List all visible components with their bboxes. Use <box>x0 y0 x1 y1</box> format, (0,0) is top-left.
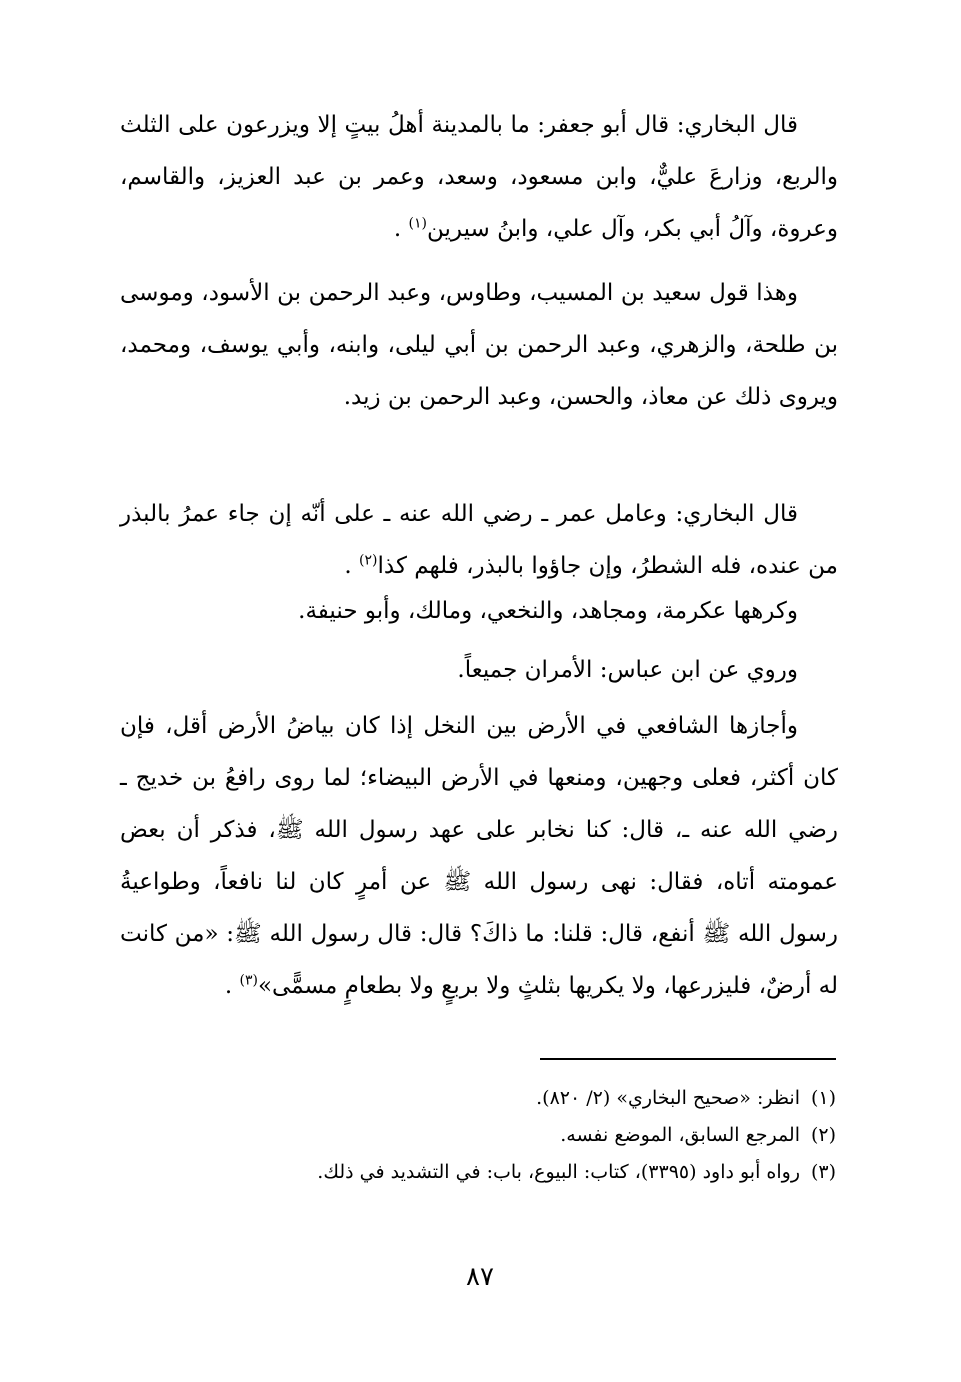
paragraph-end: . <box>393 216 402 242</box>
paragraph-text: وكرهها عكرمة، ومجاهد، والنخعي، ومالك، وأبو حنيفة. <box>298 598 798 624</box>
footnote-ref-2[interactable]: (٢) <box>359 552 378 569</box>
paragraph-end: . <box>344 553 352 579</box>
paragraph-end: . <box>224 973 233 999</box>
footnote-ref-1[interactable]: (١) <box>408 215 427 232</box>
footnote-ref-3[interactable]: (٣) <box>239 972 258 989</box>
footnote-number: (٣) <box>810 1161 836 1183</box>
footnote-divider <box>540 1058 836 1060</box>
footnote-item <box>150 1154 836 1191</box>
paragraph-1 <box>120 99 838 255</box>
paragraph-4 <box>120 585 838 637</box>
paragraph-text: وأجازها الشافعي في الأرض بين النخل إذا كان بياضُ الأرض أقل، فإن كان أكثر، فعلى وجهين، ومنعها في الأرض البيضاء؛ لما روى رافعُ بن خديج ـ رضي الله عنه ـ، قال: كنا نخابر على عهد رسول الله ﷺ، فذكر أن بعض عمومته أتاه، فقال: نهى رسول الله ﷺ عن أمرٍ كان لنا نافعاً، وطواعيةُ رسول الله ﷺ أنفع، قال: قلنا: ما ذاكَ؟ قال: قال رسول الله ﷺ: «من كانت له أرضٌ، فليزرعها، ولا يكريها بثلثٍ ولا بربعٍ ولا بطعامٍ مسمًّى» <box>120 713 838 999</box>
footnote-number: (١) <box>810 1087 836 1109</box>
paragraph-3 <box>120 488 838 592</box>
paragraph-2 <box>120 267 838 423</box>
paragraph-text: قال البخاري: وعامل عمر ـ رضي الله عنه ـ على أنّه إن جاء عمرُ بالبذر من عنده، فله الشطرُ، وإن جاؤوا بالبذر، فلهم كذا <box>120 501 838 579</box>
footnote-text: انظر: «صحيح البخاري» (٢/ ٨٢٠). <box>536 1087 800 1109</box>
paragraph-5 <box>120 644 838 696</box>
paragraph-text: وروي عن ابن عباس: الأمران جميعاً. <box>457 657 798 683</box>
footnote-item <box>150 1117 836 1154</box>
paragraph-6 <box>120 700 838 1012</box>
page-number: ٨٧ <box>466 1262 494 1292</box>
footnote-text: المرجع السابق، الموضع نفسه. <box>560 1124 800 1146</box>
footnote-text: رواه أبو داود (٣٣٩٥)، كتاب: البيوع، باب: في التشديد في ذلك. <box>317 1161 800 1183</box>
footnotes-list <box>150 1080 836 1191</box>
footnote-item <box>150 1080 836 1117</box>
paragraph-text: قال البخاري: قال أبو جعفر: ما بالمدينة أهلُ بيتٍ إلا ويزرعون على الثلث والربع، وزارعَ عليٌّ، وابن مسعود، وسعد، وعمر بن عبد العزيز، والقاسم، وعروة، وآلُ أبي بكر، وآل علي، وابنُ سيرين <box>120 112 838 242</box>
paragraph-text: وهذا قول سعيد بن المسيب، وطاوس، وعبد الرحمن بن الأسود، وموسى بن طلحة، والزهري، وعبد الرحمن بن أبي ليلى، وابنه، وأبي يوسف، ومحمد، ويروى ذلك عن معاذ، والحسن، وعبد الرحمن بن زيد. <box>120 280 838 410</box>
footnote-number: (٢) <box>810 1124 836 1146</box>
